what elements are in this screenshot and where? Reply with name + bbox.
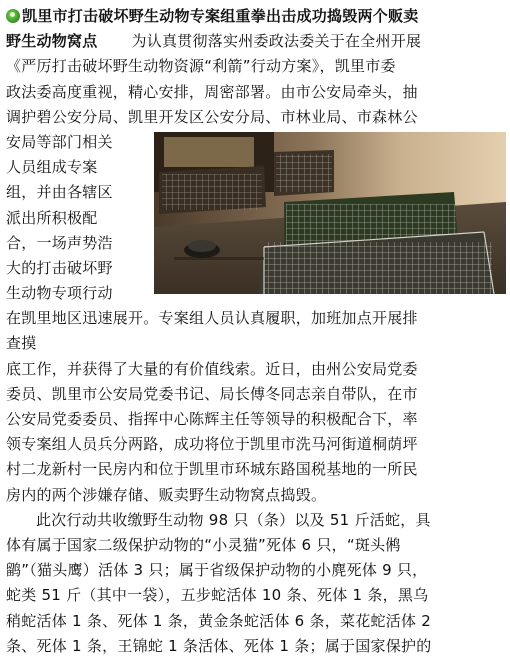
- paragraph-line: 《严厉打击破坏野生动物资源“利箭”行动方案》，凯里市委: [6, 57, 396, 76]
- paragraph-line: 合，一场声势浩: [6, 233, 113, 252]
- paragraph-line: 调护碧公安分局、凯里开发区公安分局、市林业局、市森林公: [6, 107, 418, 126]
- paragraph-line: 村二龙新村一民房内和位于凯里市环城东路国税基地的一所民: [6, 460, 418, 479]
- paragraph-line: 房内的两个涉嫌存储、贩卖野生动物窝点捣毁。: [6, 485, 327, 504]
- paragraph-line: 派出所积极配: [6, 208, 98, 227]
- paragraph-line: 鹠”（猫头鹰）活体 3 只；属于省级保护动物的小麂死体 9 只，: [6, 561, 428, 580]
- paragraph-line: 组，并由各辖区: [6, 183, 113, 202]
- article-title-line-2-row: [6, 29, 506, 54]
- paragraph-line: 委员、凯里市公安局党委书记、局长傅冬同志亲自带队，在市: [6, 384, 418, 403]
- article-title-line-1: 凯里市打击破坏野生动物专案组重拳出击成功捣毁两个贩卖: [6, 4, 506, 29]
- paragraph-line: 查摸: [6, 334, 37, 353]
- paragraph-line: 体有属于国家二级保护动物的“小灵猫”死体 6 只，“斑头鸺: [6, 535, 401, 554]
- green-ball-icon: [6, 9, 20, 23]
- paragraph-line: 稍蛇活体 1 条、死体 1 条，黄金条蛇活体 6 条，菜花蛇活体 2: [6, 611, 432, 630]
- paragraph-line: 大的打击破坏野: [6, 258, 113, 277]
- paragraph-line: 在凯里地区迅速展开。专案组人员认真履职，加班加点开展排: [6, 309, 418, 328]
- article-body: [6, 4, 506, 659]
- paragraph-line: 底工作，并获得了大量的有价值线索。近日，由州公安局党委: [6, 359, 418, 378]
- paragraph-line: 生动物专项行动: [6, 284, 113, 303]
- paragraph-line: 蛇类 51 斤（其中一袋），五步蛇活体 10 条、死体 1 条，黑乌: [6, 586, 429, 605]
- photo-text-block: [6, 130, 506, 306]
- animal-cages-photo: [154, 132, 506, 294]
- paragraph-line: 领专案组人员兵分两路，成功将位于凯里市洗马河街道桐荫坪: [6, 435, 418, 454]
- paragraph-line: 此次行动共收缴野生动物 98 只（条）以及 51 斤活蛇，具: [36, 510, 431, 529]
- paragraph-line: 人员组成专案: [6, 158, 98, 177]
- paragraph-line: 公安局党委委员、指挥中心陈辉主任等领导的积极配合下，率: [6, 410, 418, 428]
- paragraph-line: 安局等部门相关: [6, 132, 113, 151]
- article-title-line-2: 野生动物窝点: [6, 32, 98, 51]
- paragraph-line: 为认真贯彻落实州委政法委关于在全州开展: [131, 32, 422, 51]
- paragraph-line: 条、死体 1 条，王锦蛇 1 条活体、死体 1 条；属于国家保护的: [6, 636, 432, 655]
- paragraph-line: 政法委高度重视，精心安排，周密部署。由市公安局牵头，抽: [6, 82, 418, 101]
